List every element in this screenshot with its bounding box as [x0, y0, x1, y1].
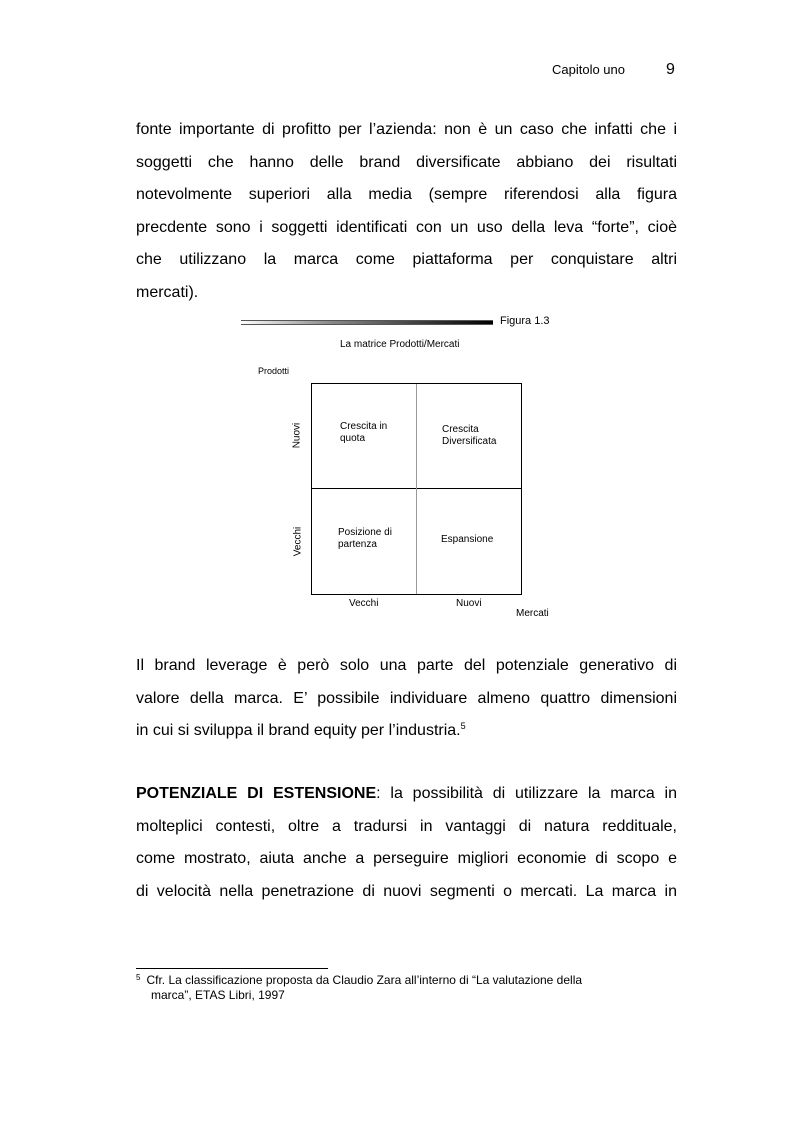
- cell-text-line: quota: [340, 433, 366, 444]
- matrix-vertical-divider: [416, 384, 417, 594]
- text-line: che utilizzano la marca come piattaforma per conquistare altri: [136, 251, 677, 269]
- text-line: valore della marca. E’ possibile individuare almeno quattro dimensioni: [136, 689, 677, 707]
- cell-text-line: partenza: [338, 539, 377, 550]
- cell-text-line: Diversificata: [442, 436, 497, 447]
- text-line-content: in cui si sviluppa il brand equity per l’industria.: [136, 722, 461, 740]
- cell-bottom-right: [441, 534, 493, 546]
- text-line: come mostrato, aiuta anche a perseguire migliori economie di scopo e: [136, 850, 677, 868]
- body-paragraph-1: [136, 114, 677, 310]
- cell-text-line: Espansione: [441, 534, 494, 545]
- figure-gradient-bar: [241, 320, 493, 325]
- page-number: 9: [666, 61, 675, 78]
- text-line: [136, 778, 677, 811]
- row-label-bottom: Vecchi: [292, 526, 304, 557]
- text-line: fonte importante di profitto per l’azienda: non è un caso che infatti che i: [136, 121, 677, 138]
- body-paragraph-3: [136, 778, 677, 908]
- text-line: Il brand leverage è però solo una parte del potenziale generativo di: [136, 657, 677, 674]
- matrix-grid: [311, 383, 522, 595]
- text-line: di velocità nella penetrazione di nuovi segmenti o mercati. La marca in: [136, 882, 677, 900]
- cell-text-line: Posizione di: [338, 527, 392, 538]
- figure-title: La matrice Prodotti/Mercati: [340, 339, 460, 350]
- x-axis-title: Mercati: [516, 608, 549, 619]
- text-line: notevolmente superiori alla media (sempre riferendosi alla figura: [136, 186, 677, 204]
- footnote: [136, 973, 676, 1003]
- footnote-line: Cfr. La classificazione proposta da Claudio Zara all’interno di “La valutazione della: [146, 973, 583, 987]
- footnote-divider: [136, 968, 328, 969]
- text-line: mercati).: [136, 283, 199, 301]
- footnote-line: marca”, ETAS Libri, 1997: [151, 988, 285, 1002]
- col-label-right: Nuovi: [456, 598, 482, 609]
- cell-top-left: [340, 421, 387, 445]
- footnote-ref: 5: [460, 721, 466, 732]
- text-line-content: : la possibilità di utilizzare la marca in: [376, 785, 678, 802]
- text-line: soggetti che hanno delle brand diversificate abbiano dei risultati: [136, 153, 677, 171]
- col-label-left: Vecchi: [349, 598, 379, 609]
- cell-text-line: Crescita in: [340, 421, 388, 432]
- text-line: precdente sono i soggetti identificati con un uso della leva “forte”, cioè: [136, 218, 677, 236]
- text-line: molteplici contesti, oltre a tradursi in vantaggi di natura reddituale,: [136, 817, 677, 835]
- figure-label: Figura 1.3: [500, 315, 550, 327]
- y-axis-title: Prodotti: [258, 366, 290, 376]
- footnote-number: 5: [136, 973, 141, 982]
- text-line: [136, 715, 677, 748]
- cell-bottom-left: [338, 527, 392, 551]
- body-paragraph-2: [136, 650, 677, 748]
- section-heading: POTENZIALE DI ESTENSIONE: [136, 785, 377, 802]
- chapter-title: Capitolo uno: [552, 62, 625, 77]
- row-label-top: Nuovi: [291, 422, 303, 449]
- cell-text-line: Crescita: [442, 424, 479, 435]
- cell-top-right: [442, 424, 496, 448]
